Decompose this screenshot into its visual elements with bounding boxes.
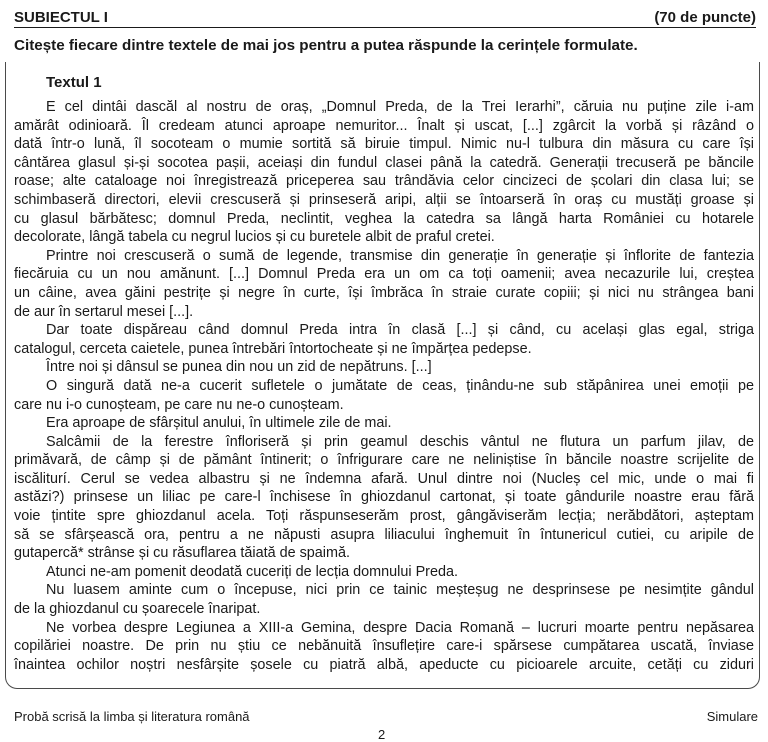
- text-line: de la ghiozdanul cu șoarecele înaripat.: [14, 601, 261, 618]
- text-line: gutapercă* strânse și cu răsuflarea tăiată de spaimă.: [14, 545, 350, 562]
- footer-exam-type: Simulare: [706, 709, 758, 724]
- text-line: iscăliturí. Cerul se vedea albastru și ne îndemna afară. Unul dintre noi (Nucleș cel mic, unde o mai fi: [14, 470, 754, 487]
- instruction-text: Citește fiecare dintre textele de mai jos pentru a putea răspunde la cerințele formulate.: [14, 37, 638, 54]
- points-label: (70 de puncte): [654, 8, 756, 26]
- text-line: înaintea ochilor noștri nesfârșite șosele cu piatră albă, apeducte cu picioarele arcuite, cetăți cu ziduri: [14, 656, 754, 673]
- section-title: SUBIECTUL I: [14, 8, 108, 26]
- text-line: primăvară, de câmp și de pământ întinerit; o înfrigurare care ne neliniștise în băncile noastre scrijelite de: [14, 452, 754, 469]
- text-line: copilăriei noastre. De prin nu știu ce nebănuită însuflețire care-i spărsese cumpătarea uscată, înviase: [14, 638, 754, 655]
- page-header: [14, 7, 756, 28]
- text-line: schimbaseră directori, elevii crescuseră și prinseseră aripi, alții se întoarseră în oraș cu mustăți groase și: [14, 191, 754, 208]
- text-body: [14, 98, 754, 674]
- text-line: Dar toate dispăreau când domnul Preda intra în clasă [...] și când, cu același glas egal, striga: [46, 322, 754, 339]
- text-line: decolorate, lângă tabela cu negrul lucios și cu buretele albit de praful cretei.: [14, 229, 495, 246]
- text-line: cântărea glasul și-și socotea pașii, aceiași din fundul clasei până la catedră. Generații trecuseră pe băncile: [14, 154, 754, 171]
- text-line: care nu i-o cunoșteam, pe care nu ne-o cunoșteam.: [14, 396, 344, 413]
- text-line: Era aproape de sfârșitul anului, în ultimele zile de mai.: [46, 415, 392, 432]
- text-line: Salcâmii de la ferestre înfloriseră și prin geamul deschis vântul ne flutura un parfum jilav, de: [46, 433, 754, 450]
- text-line: voie țintite spre ghiozdanul acela. Toți răspunseserăm prost, gângăviserăm lecția; nerăbdători, așteptam: [14, 508, 754, 525]
- page-number: 2: [378, 727, 386, 742]
- text-line: fiecăruia cu un nou amănunt. [...] Domnul Preda era un om ca toți oamenii; avea necazurile lui, creștea: [14, 266, 754, 283]
- text-line: un câine, avea găini pestrițe și negre în curte, își îmbrăca în straie curate copiii; și nici nu strângea bani: [14, 284, 754, 301]
- text-line: să se sfârșească ora, pentru a ne năpusti asupra liliacului înghemuit în întunericul cutiei, cu aripile de: [14, 526, 754, 543]
- footer-exam-name: Probă scrisă la limba și literatura română: [14, 709, 250, 724]
- text-line: astăzi?) prinsese un liliac pe care-l închisese în ghiozdanul cartonat, și toate gândurile noastre erau fără: [14, 489, 754, 506]
- text-title: Textul 1: [46, 74, 102, 91]
- text-line: roase; alte cataloage noi înregistrează priceperea sau trândăvia celor cincizeci de școlari din clasa lui; se: [14, 173, 754, 190]
- text-line: Atunci ne-am pomenit deodată cuceriți de lecția domnului Preda.: [46, 563, 458, 580]
- text-line: O singură dată ne-a cucerit sufletele o jumătate de ceas, ținându-ne sub stăpânirea unei emoții pe: [46, 377, 754, 394]
- text-line: amărât odinioară. Îl credeam atunci aproape nemuritor... Înalt și uscat, [...] zgârcit la vorbă și râzând o: [14, 117, 754, 134]
- text-line: E cel dintâi dascăl al nostru de oraș, „Domnul Preda, de la Trei Ierarhi”, căruia nu puține zile i-am: [46, 99, 754, 115]
- text-line: Nu luasem aminte cum o începuse, nici prin ce tainic meșteșug ne desprinsese pe nesimțite gândul: [46, 582, 754, 599]
- text-line: de aur în sertarul mesei [...].: [14, 303, 194, 320]
- text-line: dată într-o lună, îl socoteam o mumie sortită să biruie timpul. Nimic nu-l tulbura din măsura cu care își: [14, 136, 754, 153]
- text-line: cu glasul bărbătesc; domnul Preda, neclintit, veghea la catedra sa lângă harta României cu hotarele: [14, 210, 754, 227]
- text-line: Ne vorbea despre Legiunea a XIII-a Gemina, despre Dacia Romană – lucruri moarte pentru nepăsarea: [46, 619, 754, 636]
- text-line: catalogul, cerceta caietele, punea întrebări întortocheate și ne împărțea pedepse.: [14, 340, 532, 357]
- text-line: Printre noi crescuseră o sumă de legende, transmise din generație în generație și înflorite de fantezia: [46, 247, 754, 264]
- text-line: Între noi și dânsul se punea din nou un zid de nepătruns. [...]: [46, 359, 432, 376]
- page-footer: [14, 709, 758, 724]
